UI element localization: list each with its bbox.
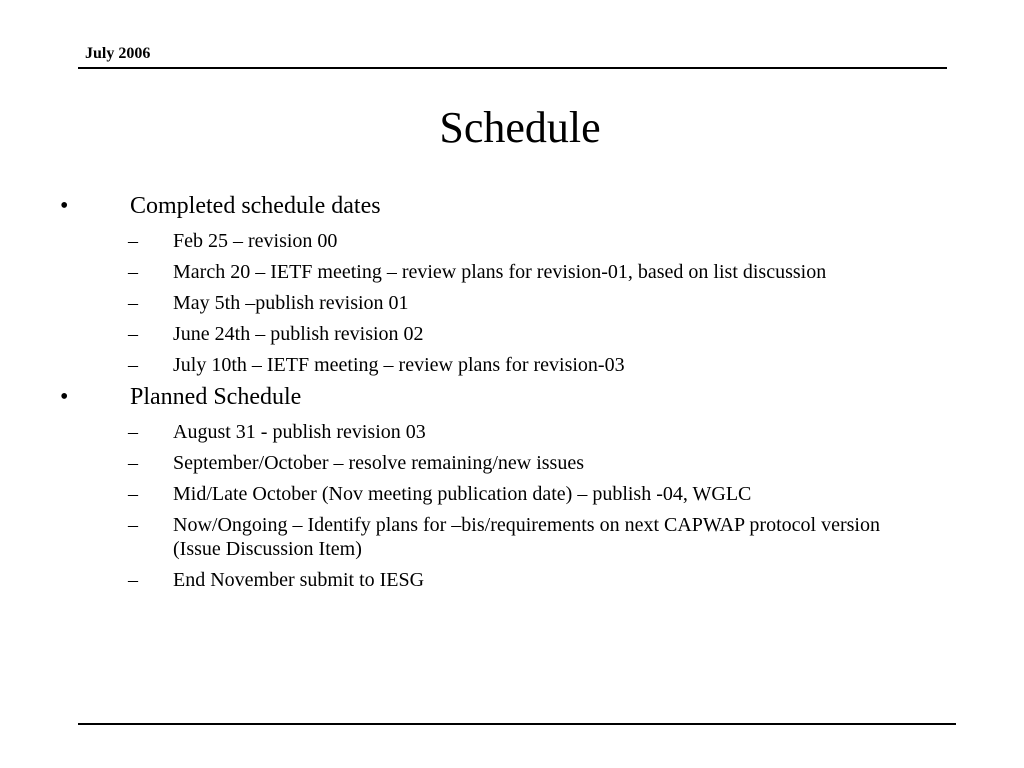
sub-bullet-text: Now/Ongoing – Identify plans for –bis/requirements on next CAPWAP protocol version (Issue Discussion Item) [173, 514, 880, 560]
slide-title: Schedule [439, 103, 601, 152]
dash-marker: – [128, 261, 138, 283]
bullet-marker: • [60, 384, 69, 410]
sub-bullet-text: June 24th – publish revision 02 [173, 323, 424, 345]
bullet-item [0, 190, 1024, 222]
sub-bullet-item [0, 322, 1024, 346]
dash-marker: – [128, 483, 138, 505]
bullet-text: Planned Schedule [130, 384, 302, 410]
dash-marker: – [128, 421, 138, 443]
dash-marker: – [128, 292, 138, 314]
sub-bullet-item [0, 513, 1024, 561]
dash-marker: – [128, 569, 138, 591]
bullet-marker: • [60, 193, 69, 219]
sub-bullet-text: Mid/Late October (Nov meeting publication date) – publish -04, WGLC [173, 483, 752, 505]
bullet-text: Completed schedule dates [130, 193, 381, 219]
dash-marker: – [128, 230, 138, 252]
sub-bullet-text: Feb 25 – revision 00 [173, 230, 338, 252]
sub-bullet-text: March 20 – IETF meeting – review plans for revision-01, based on list discussion [173, 261, 827, 283]
sub-bullet-text: May 5th –publish revision 01 [173, 292, 409, 314]
dash-marker: – [128, 452, 138, 474]
sub-bullet-item [0, 291, 1024, 315]
sub-bullet-item [0, 420, 1024, 444]
sub-bullet-item [0, 451, 1024, 475]
sub-bullet-item [0, 353, 1024, 377]
dash-marker: – [128, 354, 138, 376]
sub-bullet-item [0, 260, 1024, 284]
sub-bullet-text: September/October – resolve remaining/new issues [173, 452, 584, 474]
bullet-item [0, 381, 1024, 413]
sub-bullet-item [0, 568, 1024, 592]
sub-bullet-text: July 10th – IETF meeting – review plans for revision-03 [173, 354, 625, 376]
sub-bullet-text: End November submit to IESG [173, 569, 425, 591]
sub-bullet-text: August 31 - publish revision 03 [173, 421, 426, 443]
footer-divider [78, 723, 956, 725]
header-date: July 2006 [85, 45, 151, 62]
dash-marker: – [128, 323, 138, 345]
sub-bullet-item [0, 229, 1024, 253]
header-divider [78, 67, 947, 69]
dash-marker: – [128, 514, 138, 536]
slide-content [0, 186, 1024, 592]
sub-bullet-item [0, 482, 1024, 506]
